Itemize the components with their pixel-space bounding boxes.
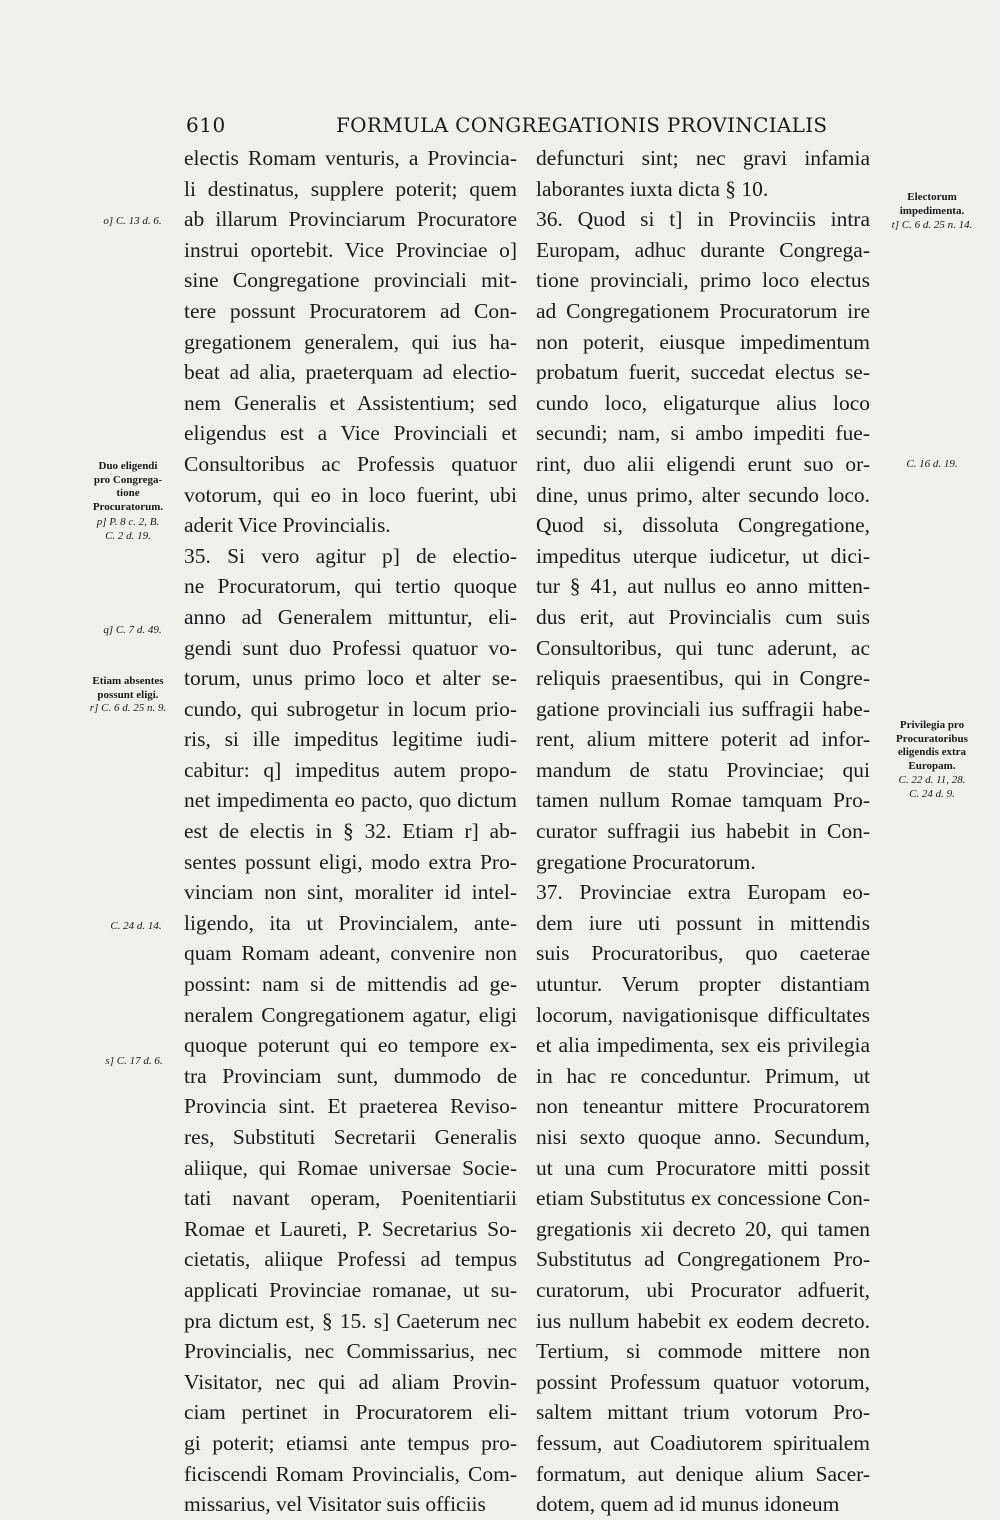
margin-note-line: eligendis extra	[897, 746, 967, 758]
margin-note-etiam-absentes	[76, 675, 180, 702]
text-line: 37. Provinciae extra Europam eo-	[536, 880, 870, 905]
text-line: secundi; nam, si ambo impediti fue-	[536, 421, 870, 446]
text-line: cundo, qui subrogetur in locum prio-	[184, 696, 517, 721]
text-line: locorum, navigationisque difficultates	[536, 1002, 870, 1027]
left-text-column	[184, 143, 517, 1520]
margin-note-line: q] C. 7 d. 49.	[103, 624, 162, 636]
text-line: li destinatus, supplere poterit; quem	[184, 176, 517, 201]
text-line: aliique, qui Romae universae Socie-	[184, 1155, 517, 1180]
running-title: FORMULA CONGREGATIONIS PROVINCIALIS	[336, 113, 828, 137]
margin-note-s	[88, 1055, 180, 1069]
margin-note-line: p] P. 8 c. 2, B.	[96, 516, 160, 528]
text-line: mandum de statu Provinciae; qui	[536, 757, 870, 782]
text-line: gatione provinciali ius suffragii habe-	[536, 696, 870, 721]
margin-note-c24	[92, 920, 180, 934]
text-line: Tertium, si commode mittere non	[536, 1339, 870, 1364]
margin-note-c22	[880, 774, 984, 801]
text-line: votorum, qui eo in loco fuerint, ubi	[184, 482, 517, 507]
text-line: cietatis, aliique Professi ad tempus	[184, 1247, 517, 1272]
text-line: suis Procuratoribus, quo caeterae	[536, 941, 870, 966]
margin-note-line: Electorum	[907, 191, 957, 203]
margin-note-line: C. 16 d. 19.	[906, 458, 958, 470]
text-line: possint: nam si de mittendis ad ge-	[184, 972, 517, 997]
text-line: vinciam non sint, moraliter id intel-	[184, 880, 517, 905]
margin-note-line: Procuratorum.	[92, 500, 164, 513]
text-line: neralem Congregationem agatur, eligi	[184, 1002, 517, 1027]
text-line: electis Romam venturis, a Provincia-	[184, 146, 517, 170]
text-line: quam Romam adeant, convenire non	[184, 941, 517, 966]
text-line: Visitator, nec qui ad aliam Provin-	[184, 1369, 517, 1394]
text-line: dem iure uti possunt in mittendis	[536, 910, 870, 935]
text-line: probatum fuerit, succedat electus se-	[536, 360, 870, 385]
text-line: ficiscendi Romam Provincialis, Com-	[184, 1461, 517, 1486]
margin-note-r	[76, 702, 180, 716]
text-line: dus erit, aut Provincialis cum suis	[536, 604, 870, 629]
text-line: cundo loco, eligaturque alius loco	[536, 390, 870, 415]
text-line: ut una cum Procuratore mitti possit	[536, 1155, 870, 1180]
text-line: defuncturi sint; nec gravi infamia	[536, 146, 870, 170]
text-line: res, Substituti Secretarii Generalis	[184, 1125, 517, 1149]
text-line: ciam pertinet in Procuratorem eli-	[184, 1400, 517, 1425]
text-line: net impedimenta eo pacto, quo dictum	[184, 788, 517, 813]
text-line: ris, si ille impeditus legitime iudi-	[184, 727, 517, 752]
text-line: missarius, vel Visitator suis officiis	[184, 1492, 486, 1517]
text-line: in hac re conceduntur. Primum, ut	[536, 1063, 870, 1088]
text-line: instrui oportebit. Vice Provinciae o]	[184, 237, 517, 262]
margin-note-line: C. 24 d. 14.	[110, 920, 162, 932]
text-line: reliquis praesentibus, qui in Congre-	[536, 666, 870, 691]
text-line: anno ad Generalem mittuntur, eli-	[184, 604, 517, 629]
margin-note-line: Europam.	[908, 759, 956, 772]
margin-note-line: Procuratoribus	[896, 732, 968, 745]
text-line: curatorum, ubi Procurator adfuerit,	[536, 1277, 870, 1302]
text-line: tur § 41, aut nullus eo anno mitten-	[536, 574, 870, 599]
text-line: tere possunt Procuratorem ad Con-	[184, 298, 517, 323]
margin-note-duo-eligendi	[78, 460, 178, 514]
margin-note-line: o] C. 13 d. 6.	[103, 215, 162, 227]
text-line: ligendo, ita ut Provincialem, ante-	[184, 910, 517, 935]
margin-note-o	[85, 215, 180, 229]
margin-note-line: s] C. 17 d. 6.	[105, 1055, 163, 1067]
text-line: non poterit, eiusque impedimentum	[536, 329, 870, 354]
margin-note-line: C. 24 d. 9.	[909, 787, 955, 800]
text-line: est de electis in § 32. Etiam r] ab-	[184, 819, 517, 844]
text-line: gendi sunt duo Professi quatuor vo-	[184, 635, 517, 660]
margin-note-line: Privilegia pro	[899, 719, 965, 731]
margin-note-q	[85, 624, 180, 638]
text-line: fessum, aut Coadiutorem spiritualem	[536, 1430, 870, 1455]
text-line: sine Congregatione provinciali mit-	[184, 268, 517, 293]
text-line: rint, duo alii eligendi erunt suo or-	[536, 451, 870, 476]
text-line: saltem mittant trium votorum Pro-	[536, 1400, 870, 1425]
text-line: Provincialis, nec Commissarius, nec	[184, 1339, 517, 1364]
right-text-column	[536, 143, 870, 1520]
text-line: gregatione Procuratorum.	[536, 849, 756, 874]
text-line: impeditus uterque iudicetur, ut dici-	[536, 543, 870, 568]
text-line: tra Provinciam sunt, dummodo de	[184, 1063, 517, 1088]
text-line: cabitur: q] impeditus autem propo-	[184, 757, 517, 782]
text-line: Consultoribus ac Professis quatuor	[184, 451, 517, 476]
text-line: gi poterit; etiamsi ante tempus pro-	[184, 1430, 517, 1455]
text-line: aderit Vice Provincialis.	[184, 513, 391, 538]
margin-note-line: pro Congrega-	[93, 473, 163, 486]
text-line: tati navant operam, Poenitentiarii	[184, 1186, 517, 1211]
margin-note-line: possunt eligi.	[97, 688, 159, 701]
text-line: pra dictum est, § 15. s] Caeterum nec	[184, 1308, 517, 1333]
text-line: ne Procuratorum, qui tertio quoque	[184, 574, 517, 599]
text-line: et alia impedimenta, sex eis privilegia	[536, 1033, 870, 1058]
text-line: Consultoribus, qui tunc aderunt, ac	[536, 635, 870, 660]
margin-note-electorum	[880, 191, 984, 218]
margin-note-line: C. 22 d. 11, 28.	[898, 774, 966, 786]
text-line: sentes possunt eligi, modo extra Pro-	[184, 849, 517, 874]
text-line: Europam, adhuc durante Congrega-	[536, 237, 870, 262]
text-line: gregationis xii decreto 20, qui tamen	[536, 1216, 870, 1241]
margin-note-line: Duo eligendi	[98, 460, 158, 472]
page-number: 610	[186, 113, 226, 137]
text-line: curator suffragii ius habebit in Con-	[536, 819, 870, 844]
text-line: utuntur. Verum propter distantiam	[536, 972, 870, 997]
margin-note-line: t] C. 6 d. 25 n. 14.	[891, 219, 973, 231]
text-line: possint Professum quatuor votorum,	[536, 1369, 870, 1394]
text-line: Quod si, dissoluta Congregatione,	[536, 513, 870, 538]
text-line: torum, unus primo loco et alter se-	[184, 666, 517, 691]
text-line: non teneantur mittere Procuratorem	[536, 1094, 870, 1119]
text-line: formatum, aut denique alium Sacer-	[536, 1461, 870, 1486]
text-line: ad Congregationem Procuratorum ire	[536, 298, 870, 323]
margin-note-t	[876, 219, 988, 233]
text-line: etiam Substitutus ex concessione Con-	[536, 1186, 870, 1211]
text-line: quoque poterunt qui eo tempore ex-	[184, 1033, 517, 1058]
text-line: Substitutus ad Congregationem Pro-	[536, 1247, 870, 1272]
text-line: nem Generalis et Assistentium; sed	[184, 390, 517, 415]
margin-note-line: impedimenta.	[899, 204, 965, 217]
text-line: applicati Provinciae romanae, ut su-	[184, 1277, 517, 1302]
text-line: Romae et Laureti, P. Secretarius So-	[184, 1216, 517, 1241]
text-line: nisi sexto quoque anno. Secundum,	[536, 1125, 870, 1149]
margin-note-line: C. 2 d. 19.	[105, 529, 151, 542]
text-line: dine, unus primo, alter secundo loco.	[536, 482, 870, 507]
text-line: beat ad alia, praeterquam ad electio-	[184, 360, 517, 385]
text-line: tamen nullum Romae tamquam Pro-	[536, 788, 870, 813]
margin-note-p	[78, 516, 178, 543]
margin-note-line: tione	[116, 487, 140, 499]
text-line: gregationem generalem, qui ius ha-	[184, 329, 517, 354]
margin-note-privilegia	[880, 719, 984, 773]
text-line: ab illarum Provinciarum Procuratore	[184, 207, 517, 232]
text-line: Provincia sint. Et praeterea Reviso-	[184, 1094, 517, 1119]
text-line: ius nullum habebit ex eodem decreto.	[536, 1308, 870, 1333]
margin-note-line: r] C. 6 d. 25 n. 9.	[89, 702, 167, 714]
text-line: dotem, quem ad id munus idoneum	[536, 1492, 840, 1517]
text-line: rent, alium mittere poterit ad infor-	[536, 727, 870, 752]
text-line: 35. Si vero agitur p] de electio-	[184, 543, 517, 568]
text-line: laborantes iuxta dicta § 10.	[536, 176, 769, 201]
text-line: tione provinciali, primo loco electus	[536, 268, 870, 293]
text-line: 36. Quod si t] in Provinciis intra	[536, 207, 870, 232]
margin-note-line: Etiam absentes	[92, 675, 164, 687]
margin-note-c16	[882, 458, 982, 472]
text-line: eligendus est a Vice Provinciali et	[184, 421, 517, 446]
